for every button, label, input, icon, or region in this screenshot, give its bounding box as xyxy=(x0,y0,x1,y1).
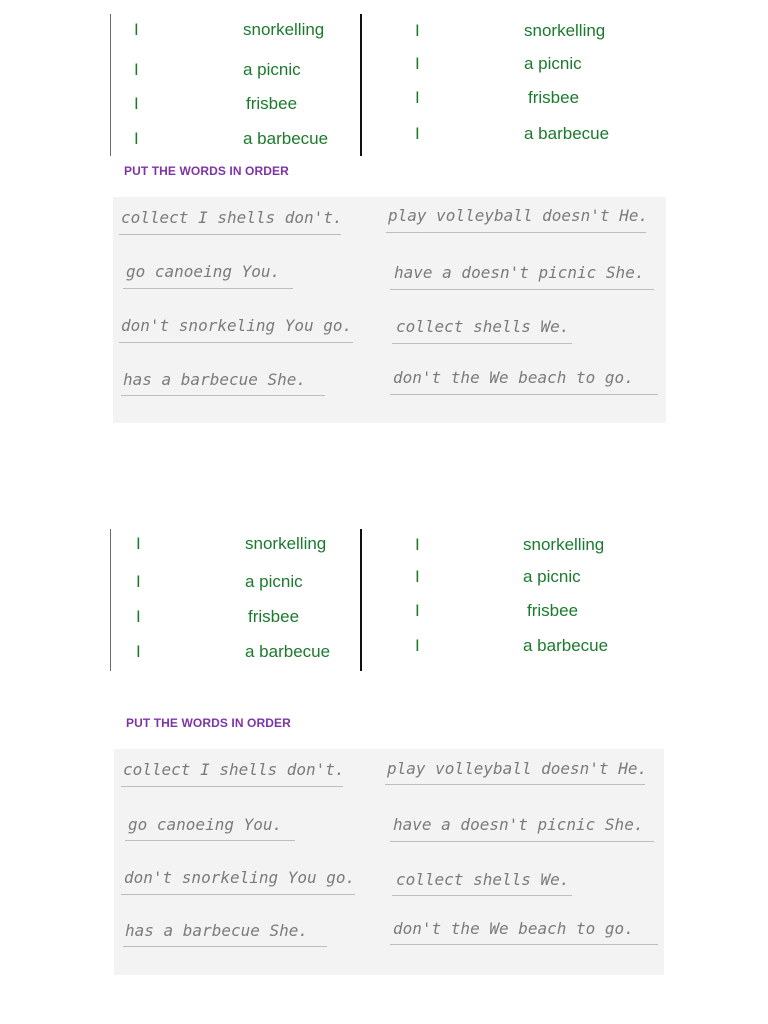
pronoun-cell: I xyxy=(136,534,141,553)
answer-line xyxy=(123,288,293,289)
answer-line xyxy=(125,840,295,841)
scrambled-sentence: go canoeing You. xyxy=(128,815,283,834)
activity-cell: snorkelling xyxy=(245,534,327,553)
activity-cell: a picnic xyxy=(523,567,581,586)
scrambled-sentence: play volleyball doesn't He. xyxy=(388,206,649,225)
answer-line xyxy=(121,395,325,396)
pronoun-cell: I xyxy=(415,21,420,40)
scrambled-sentence: has a barbecue She. xyxy=(123,370,307,389)
instructions-heading: PUT THE WORDS IN ORDER xyxy=(124,164,289,178)
scrambled-sentence: collect I shells don't. xyxy=(123,760,345,779)
activity-cell: a picnic xyxy=(524,54,582,73)
scrambled-sentence: don't snorkeling You go. xyxy=(124,868,356,887)
answer-line xyxy=(385,784,645,785)
pronoun-cell: I xyxy=(415,535,420,554)
scrambled-sentence: have a doesn't picnic She. xyxy=(393,815,644,834)
pronoun-cell: I xyxy=(415,54,420,73)
table-divider xyxy=(360,14,362,156)
activity-cell: a picnic xyxy=(243,60,301,79)
activity-cell: frisbee xyxy=(248,607,300,626)
scrambled-sentence: has a barbecue She. xyxy=(125,921,309,940)
pronoun-cell: I xyxy=(415,88,420,107)
activity-cell: a picnic xyxy=(245,572,303,591)
table-divider xyxy=(360,529,362,671)
pronoun-cell: I xyxy=(136,642,141,661)
activity-cell: a barbecue xyxy=(524,124,610,143)
pronoun-cell: I xyxy=(134,20,139,39)
activity-table xyxy=(110,529,630,671)
scrambled-sentence: collect shells We. xyxy=(396,870,570,889)
activity-cell: snorkelling xyxy=(524,21,606,40)
scrambled-sentence: don't snorkeling You go. xyxy=(121,316,353,335)
word-order-panel xyxy=(113,197,666,423)
scrambled-sentence: don't the We beach to go. xyxy=(393,368,634,387)
answer-line xyxy=(392,343,572,344)
activity-cell: frisbee xyxy=(246,94,298,113)
answer-line xyxy=(390,944,658,945)
answer-line xyxy=(119,234,341,235)
scrambled-sentence: play volleyball doesn't He. xyxy=(387,759,648,778)
table-left-border xyxy=(110,529,111,671)
activity-cell: a barbecue xyxy=(245,642,331,661)
scrambled-sentence: don't the We beach to go. xyxy=(393,919,634,938)
pronoun-cell: I xyxy=(415,124,420,143)
scrambled-sentence: go canoeing You. xyxy=(126,262,281,281)
scrambled-sentence: have a doesn't picnic She. xyxy=(394,263,645,282)
activity-table xyxy=(110,14,630,156)
word-order-panel xyxy=(114,749,664,975)
pronoun-cell: I xyxy=(136,572,141,591)
activity-cell: frisbee xyxy=(528,88,580,107)
instructions-heading: PUT THE WORDS IN ORDER xyxy=(126,716,291,730)
activity-cell: snorkelling xyxy=(523,535,605,554)
pronoun-cell: I xyxy=(134,94,139,113)
pronoun-cell: I xyxy=(134,60,139,79)
answer-line xyxy=(121,786,343,787)
scrambled-sentence: collect shells We. xyxy=(396,317,570,336)
pronoun-cell: I xyxy=(415,636,420,655)
activity-cell: a barbecue xyxy=(523,636,609,655)
answer-line xyxy=(121,894,355,895)
answer-line xyxy=(119,342,353,343)
answer-line xyxy=(386,232,646,233)
answer-line xyxy=(390,841,654,842)
answer-line xyxy=(123,946,327,947)
activity-cell: frisbee xyxy=(527,601,579,620)
answer-line xyxy=(392,895,572,896)
answer-line xyxy=(390,289,654,290)
answer-line xyxy=(390,394,658,395)
pronoun-cell: I xyxy=(136,607,141,626)
pronoun-cell: I xyxy=(134,129,139,148)
activity-cell: a barbecue xyxy=(243,129,329,148)
table-left-border xyxy=(110,14,111,156)
pronoun-cell: I xyxy=(415,601,420,620)
pronoun-cell: I xyxy=(415,567,420,586)
activity-cell: snorkelling xyxy=(243,20,325,39)
scrambled-sentence: collect I shells don't. xyxy=(121,208,343,227)
